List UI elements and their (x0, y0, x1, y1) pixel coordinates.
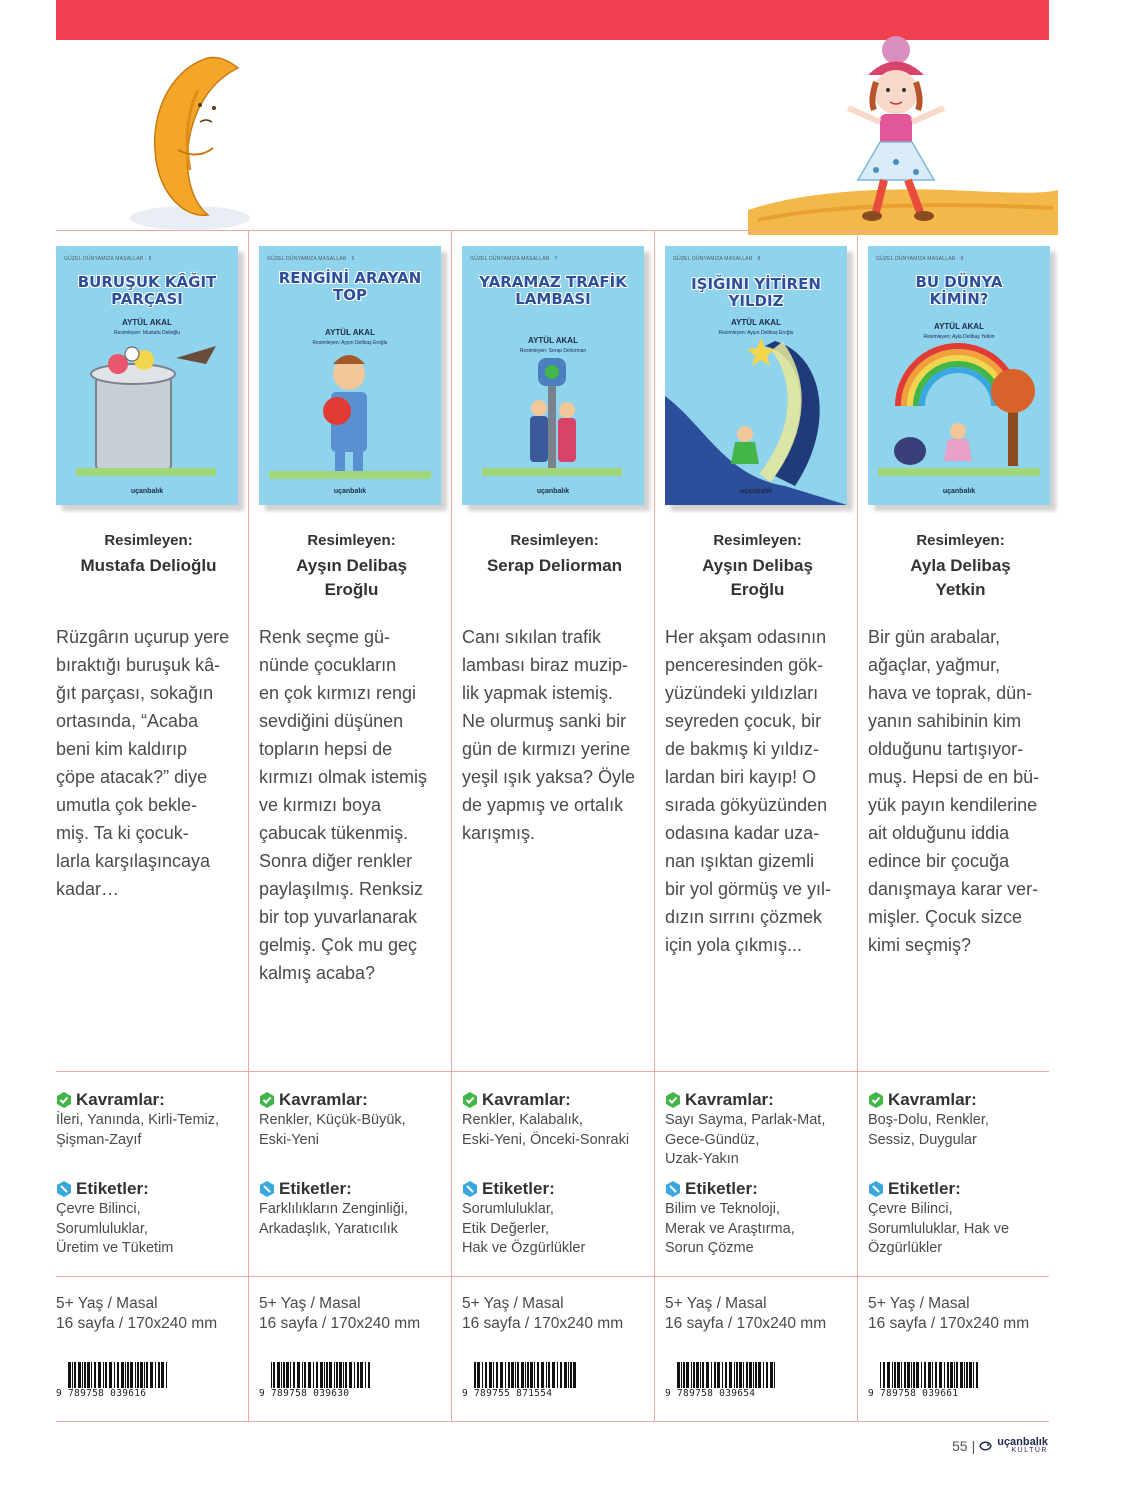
cover-title: BURUŞUK KÂĞIT PARÇASI (77, 273, 217, 308)
barcode-bar (894, 1362, 896, 1388)
barcode-bar (911, 1362, 912, 1388)
page-size: 16 sayfa / 170x240 mm (462, 1315, 624, 1332)
illustrator-name: Ayşın Delibaş Eroğlu (296, 556, 407, 599)
barcode-bar (546, 1362, 547, 1388)
barcode-bar (564, 1362, 567, 1388)
barcode-bar (883, 1362, 885, 1388)
barcode-bar (339, 1362, 342, 1388)
barcode-bar (880, 1362, 881, 1388)
barcode-bar (144, 1362, 145, 1388)
barcode-bar (368, 1362, 370, 1388)
concepts-list: Boş-Dolu, Renkler, Sessiz, Duygular (868, 1112, 989, 1148)
barcode-bar (511, 1362, 514, 1388)
age-genre: 5+ Yaş / Masal (259, 1295, 361, 1312)
cover-series: GÜZEL DÜNYAMIZA MASALLAR · 7 (470, 256, 558, 262)
barcode-bar (489, 1362, 492, 1388)
concepts-heading (868, 1090, 977, 1110)
tags-label: Etiketler: (279, 1179, 352, 1198)
tags-label: Etiketler: (76, 1179, 149, 1198)
barcode-bar (568, 1362, 569, 1388)
barcode-bar (677, 1362, 680, 1388)
cover-title: YARAMAZ TRAFİK LAMBASI (479, 273, 627, 308)
barcode-bar (746, 1362, 748, 1388)
book-description: Canı sıkılan trafik lambası biraz muzip- lik yapmak istemiş. Ne olurmuş sanki bir gün de kırmızı yerine yeşil ışık yaksa? Öyle de yapmış ve ortalık karışmış. (462, 627, 636, 843)
barcode-bar (166, 1362, 167, 1388)
girl-character-illustration (748, 30, 1058, 235)
barcode-bar (904, 1362, 906, 1388)
barcode-bar (954, 1362, 955, 1388)
tags-list: Farklılıkların Zenginliği, Arkadaşlık, Yaratıcılık (259, 1201, 409, 1237)
barcode-bar (739, 1362, 742, 1388)
cover-author: AYTÜL AKAL (934, 322, 984, 331)
book-catalog-grid (56, 230, 1049, 1422)
concepts-list: Renkler, Kalabalık, Eski-Yeni, Önceki-Sonraki (462, 1112, 630, 1148)
concepts-heading (56, 1090, 165, 1110)
barcode-bar (714, 1362, 716, 1388)
barcode-bar (932, 1362, 933, 1388)
book-column (259, 230, 462, 1422)
book-cover[interactable] (462, 246, 644, 505)
barcode-bar (135, 1362, 136, 1388)
isbn-number: 9 789755 871554 (462, 1388, 553, 1399)
barcode-bar (696, 1362, 699, 1388)
barcode-bar (534, 1362, 535, 1388)
barcode-bar (693, 1362, 695, 1388)
cover-author: AYTÜL AKAL (325, 328, 375, 337)
illustrator-name: Serap Deliorman (486, 556, 623, 575)
tags-label: Etiketler: (685, 1179, 758, 1198)
page-size: 16 sayfa / 170x240 mm (259, 1315, 421, 1332)
barcode-bar (907, 1362, 910, 1388)
barcode-bar (146, 1362, 148, 1388)
cover-illustrator: Resimleyen: Mustafa Delioğlu (113, 330, 181, 336)
tags-list: Çevre Bilinci, Sorumluluklar, Üretim ve Tüketim (56, 1201, 174, 1256)
barcode-bar (360, 1362, 363, 1388)
barcode-bar (326, 1362, 328, 1388)
barcode-bar (493, 1362, 494, 1388)
book-description: Rüzgârın uçurup yere bıraktığı buruşuk kâ- ğıt parçası, sokağın ortasında, “Acaba beni kim kaldırıp çöpe atacak?” diye umutla çok bekle- miş. Ta ki çocuk- larla karşılaşıncaya kadar… (56, 627, 230, 899)
barcode-bar (105, 1362, 107, 1388)
cover-title: BU DÜNYA KİMİN? (915, 273, 1003, 308)
book-column (868, 230, 1071, 1422)
barcode-bar (928, 1362, 931, 1388)
tags-list: Çevre Bilinci, Sorumluluklar, Hak ve Özgürlükler (868, 1201, 1010, 1256)
brand-subtitle: KÜLTÜR (1011, 1447, 1048, 1454)
hexagon-check-icon (56, 1092, 72, 1108)
barcode-bar (950, 1362, 953, 1388)
barcode-bar (897, 1362, 900, 1388)
barcode-bar (508, 1362, 510, 1388)
barcode-bar (913, 1362, 915, 1388)
concepts-label: Kavramlar: (888, 1090, 977, 1109)
tags-label: Etiketler: (482, 1179, 555, 1198)
barcode-bar (137, 1362, 139, 1388)
barcode-bar (130, 1362, 133, 1388)
hexagon-tag-icon (56, 1181, 72, 1197)
moon-character-illustration (128, 50, 258, 230)
barcode-bar (84, 1362, 86, 1388)
barcode-bar (573, 1362, 576, 1388)
barcode-bar (887, 1362, 890, 1388)
barcode-bar (109, 1362, 112, 1388)
cover-author: AYTÜL AKAL (122, 318, 172, 327)
illustrator-name: Mustafa Delioğlu (80, 556, 217, 575)
barcode-bar (515, 1362, 516, 1388)
barcode-bar (706, 1362, 709, 1388)
tags-heading (868, 1179, 961, 1199)
barcode-bar (271, 1362, 272, 1388)
barcode-bar (68, 1362, 71, 1388)
barcode-bar (365, 1362, 366, 1388)
barcode-bar (560, 1362, 562, 1388)
book-description: Renk seçme gü- nünde çocukların en çok kırmızı rengi sevdiğini düşünen topların hepsi de kırmızı olmak istemiş ve kırmızı boya çabucak tükenmiş. Sonra diğer renkler paylaşılmış. Renksiz bir top yuvarlanarak gelmiş. Çok mu geç kalmış acaba? (259, 627, 428, 983)
barcode-bar (345, 1362, 347, 1388)
barcode-bar (541, 1362, 544, 1388)
illustrator-label: Resimleyen: (510, 532, 599, 549)
barcode-bar (482, 1362, 483, 1388)
barcode-bar (537, 1362, 539, 1388)
page-size: 16 sayfa / 170x240 mm (665, 1315, 827, 1332)
tags-list: Sorumluluklar, Etik Değerler, Hak ve Özgürlükler (462, 1201, 586, 1256)
barcode-bar (286, 1362, 289, 1388)
barcode-bar (722, 1362, 723, 1388)
concepts-list: Sayı Sayma, Parlak-Mat, Gece-Gündüz, Uzak-Yakın (665, 1112, 826, 1167)
cover-series: GÜZEL DÜNYAMIZA MASALLAR · 8 (673, 256, 761, 262)
age-genre: 5+ Yaş / Masal (665, 1295, 767, 1312)
barcode-bar (302, 1362, 303, 1388)
cover-illustrator: Resimleyen: Ayşın Delibaş Eroğlu (718, 330, 794, 336)
book-description: Her akşam odasının penceresinden gök- yüzündeki yıldızları seyreden çocuk, bir de bakmış ki yıldız- lardan biri kayıp! O sırada gökyüzünden odasına kadar uza- nan ışıktan gizemli bir yol görmüş ve yıl- dızın sırrını çözmek için yola çıkmış... (665, 627, 832, 955)
barcode-bar (313, 1362, 314, 1388)
barcode-bar (150, 1362, 153, 1388)
isbn-number: 9 789758 039654 (665, 1388, 756, 1399)
book-cover[interactable] (665, 246, 847, 505)
age-genre: 5+ Yaş / Masal (868, 1295, 970, 1312)
cover-series: GÜZEL DÜNYAMIZA MASALLAR · 6 (267, 256, 355, 262)
barcode-bar (901, 1362, 902, 1388)
book-column (56, 230, 259, 1422)
barcode-bar (297, 1362, 300, 1388)
concepts-heading (462, 1090, 571, 1110)
barcode-bar (530, 1362, 533, 1388)
barcode-bar (749, 1362, 752, 1388)
barcode-bar (557, 1362, 558, 1388)
isbn-number: 9 789758 039616 (56, 1388, 147, 1399)
barcode-bar (976, 1362, 978, 1388)
barcode-bar (758, 1362, 761, 1388)
cover-title: RENGİNİ ARAYAN TOP (278, 269, 422, 304)
barcode-bar (527, 1362, 529, 1388)
cover-series: GÜZEL DÜNYAMIZA MASALLAR · 5 (64, 256, 152, 262)
concepts-label: Kavramlar: (76, 1090, 165, 1109)
barcode-bar (74, 1362, 76, 1388)
hexagon-check-icon (868, 1092, 884, 1108)
barcode-bar (966, 1362, 968, 1388)
concepts-label: Kavramlar: (279, 1090, 368, 1109)
barcode-bar (755, 1362, 757, 1388)
page-number: 55 (952, 1437, 968, 1454)
barcode-bar (82, 1362, 83, 1388)
barcode-bar (91, 1362, 92, 1388)
illustrator-label: Resimleyen: (916, 532, 1005, 549)
tags-label: Etiketler: (888, 1179, 961, 1198)
barcode-bar (98, 1362, 101, 1388)
barcode-bar (155, 1362, 156, 1388)
barcode-bar (729, 1362, 732, 1388)
barcode-bar (766, 1362, 768, 1388)
illustrator-name: Ayla Delibaş Yetkin (910, 556, 1011, 599)
book-meta (56, 1294, 217, 1334)
page-footer (952, 1437, 1048, 1454)
fish-logo-icon (979, 1439, 993, 1453)
barcode-bar (717, 1362, 720, 1388)
barcode-bar (774, 1362, 775, 1388)
barcode-bar (72, 1362, 73, 1388)
barcode-bar (702, 1362, 704, 1388)
barcode-bar (354, 1362, 355, 1388)
barcode-bar (277, 1362, 280, 1388)
hexagon-tag-icon (665, 1181, 681, 1197)
barcode-bar (521, 1362, 524, 1388)
barcode-bar (548, 1362, 550, 1388)
barcode-bar (293, 1362, 295, 1388)
concepts-list: İleri, Yanında, Kirli-Temiz, Şişman-Zayıf (56, 1112, 220, 1148)
barcode-bar (973, 1362, 974, 1388)
barcode-bar (686, 1362, 689, 1388)
barcode-bar (691, 1362, 692, 1388)
barcode-bar (734, 1362, 735, 1388)
barcode-bar (78, 1362, 81, 1388)
barcode-bar (956, 1362, 958, 1388)
barcode-bar (117, 1362, 119, 1388)
book-column (665, 230, 868, 1422)
cover-author: AYTÜL AKAL (731, 318, 781, 327)
barcode-bar (485, 1362, 487, 1388)
book-description: Bir gün arabalar, ağaçlar, yağmur, hava ve toprak, dün- yanın sahibinin kim olduğunu tartışıyor- muş. Hepsi de en bü- yük payın kendilerine ait olduğunu iddia edince bir çocuğa danışmaya karar ver- mişler. Çocuk sizce kimi seçmiş? (868, 627, 1040, 955)
barcode-bar (964, 1362, 965, 1388)
tags-heading (462, 1179, 555, 1199)
barcode-bar (517, 1362, 519, 1388)
barcode-bar (892, 1362, 893, 1388)
barcode-bar (916, 1362, 919, 1388)
barcode-bar (343, 1362, 344, 1388)
barcode-bar (944, 1362, 945, 1388)
barcode-bar (935, 1362, 937, 1388)
book-column (462, 230, 665, 1422)
cover-author: AYTÜL AKAL (528, 336, 578, 345)
barcode-bar (320, 1362, 323, 1388)
hexagon-check-icon (259, 1092, 275, 1108)
barcode-bar (334, 1362, 335, 1388)
barcode-bar (290, 1362, 291, 1388)
brand-name: uçanbalık (997, 1436, 1048, 1448)
barcode-bar (939, 1362, 942, 1388)
barcode-bar (700, 1362, 701, 1388)
book-cover[interactable] (868, 246, 1050, 505)
age-genre: 5+ Yaş / Masal (56, 1295, 158, 1312)
barcode-bar (357, 1362, 359, 1388)
book-meta (462, 1294, 623, 1334)
barcode-bar (281, 1362, 282, 1388)
book-meta (665, 1294, 826, 1334)
barcode-bar (308, 1362, 311, 1388)
barcode-bar (94, 1362, 96, 1388)
cover-publisher-logo: uçanbalık (130, 488, 164, 495)
barcode-bar (121, 1362, 124, 1388)
page-size: 16 sayfa / 170x240 mm (868, 1315, 1030, 1332)
concepts-label: Kavramlar: (482, 1090, 571, 1109)
barcode-bar (324, 1362, 325, 1388)
barcode-bar (87, 1362, 90, 1388)
concepts-heading (665, 1090, 774, 1110)
barcode-bar (127, 1362, 129, 1388)
isbn-number: 9 789758 039661 (868, 1388, 959, 1399)
barcode-bar (947, 1362, 949, 1388)
barcode-bar (496, 1362, 498, 1388)
barcode-bar (140, 1362, 143, 1388)
barcode-bar (500, 1362, 503, 1388)
cover-publisher-logo: uçanbalık (739, 488, 773, 495)
barcode-bar (770, 1362, 773, 1388)
barcode-bar (753, 1362, 754, 1388)
barcode-bar (969, 1362, 972, 1388)
barcode-bar (736, 1362, 738, 1388)
cover-illustrator: Resimleyen: Ayla Delibaş Yetkin (923, 334, 995, 340)
isbn-number: 9 789758 039630 (259, 1388, 350, 1399)
barcode-bar (683, 1362, 685, 1388)
barcode-bar (161, 1362, 164, 1388)
barcode-bar (681, 1362, 682, 1388)
hexagon-check-icon (462, 1092, 478, 1108)
hexagon-check-icon (665, 1092, 681, 1108)
cover-publisher-logo: uçanbalık (942, 488, 976, 495)
barcode-bar (505, 1362, 506, 1388)
barcode-bar (477, 1362, 480, 1388)
hexagon-tag-icon (462, 1181, 478, 1197)
barcode-bar (114, 1362, 115, 1388)
illustrator-name: Ayşın Delibaş Eroğlu (702, 556, 813, 599)
barcode-bar (711, 1362, 712, 1388)
barcode-bar (336, 1362, 338, 1388)
footer-separator: | (971, 1437, 976, 1454)
cover-publisher-logo: uçanbalık (333, 488, 367, 495)
tags-list: Bilim ve Teknoloji, Merak ve Araştırma, Sorun Çözme (665, 1201, 795, 1256)
barcode-bar (316, 1362, 318, 1388)
barcode-bar (474, 1362, 476, 1388)
barcode-bar (552, 1362, 555, 1388)
illustrator-label: Resimleyen: (104, 532, 193, 549)
hexagon-tag-icon (259, 1181, 275, 1197)
barcode-bar (103, 1362, 104, 1388)
cover-publisher-logo: uçanbalık (536, 488, 570, 495)
book-meta (259, 1294, 420, 1334)
barcode-bar (273, 1362, 275, 1388)
barcode-bar (763, 1362, 764, 1388)
barcode-bar (125, 1362, 126, 1388)
barcode-bar (570, 1362, 572, 1388)
book-meta (868, 1294, 1029, 1334)
footer-brand (997, 1437, 1048, 1454)
barcode-bar (158, 1362, 160, 1388)
tags-heading (259, 1179, 352, 1199)
tags-heading (665, 1179, 758, 1199)
tags-heading (56, 1179, 149, 1199)
book-cover[interactable] (56, 246, 238, 505)
barcode-bar (960, 1362, 963, 1388)
concepts-heading (259, 1090, 368, 1110)
barcode-bar (924, 1362, 926, 1388)
barcode-bar (304, 1362, 306, 1388)
barcode-bar (921, 1362, 922, 1388)
concepts-label: Kavramlar: (685, 1090, 774, 1109)
illustrator-label: Resimleyen: (713, 532, 802, 549)
barcode-bar (283, 1362, 285, 1388)
cover-title: IŞIĞINI YİTİREN YILDIZ (691, 275, 821, 310)
cover-series: GÜZEL DÜNYAMIZA MASALLAR · 9 (876, 256, 964, 262)
concepts-list: Renkler, Küçük-Büyük, Eski-Yeni (259, 1112, 406, 1148)
barcode-bar (525, 1362, 526, 1388)
hexagon-tag-icon (868, 1181, 884, 1197)
cover-illustrator: Resimleyen: Ayşın Delibaş Eroğlu (312, 340, 388, 346)
barcode-bar (725, 1362, 727, 1388)
barcode-bar (329, 1362, 332, 1388)
barcode-bar (349, 1362, 352, 1388)
page-size: 16 sayfa / 170x240 mm (56, 1315, 218, 1332)
book-cover[interactable] (259, 246, 441, 505)
age-genre: 5+ Yaş / Masal (462, 1295, 564, 1312)
cover-illustrator: Resimleyen: Serap Deliorman (519, 348, 587, 354)
illustrator-label: Resimleyen: (307, 532, 396, 549)
barcode-bar (743, 1362, 744, 1388)
